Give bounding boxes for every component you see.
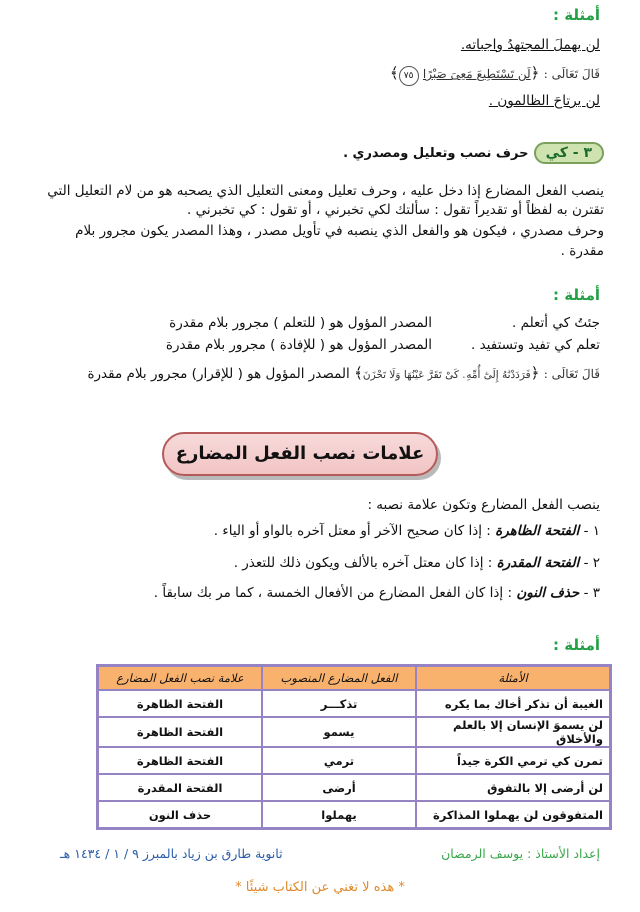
table-cell: حذف النون xyxy=(98,801,263,829)
ayah-number: ٧٥ xyxy=(399,66,419,86)
school-date: ثانوية طارق بن زياد بالمبرز ٩ / ١ / ١٤٣٤ هـ xyxy=(60,846,283,861)
table-row xyxy=(98,774,611,801)
table-header-row xyxy=(98,666,611,691)
footer-note: * هذه لا تغني عن الكتاب شيئًا * xyxy=(235,880,405,895)
table-cell: تمرن كي ترمي الكرة جيداً xyxy=(416,747,611,774)
table-cell: الفتحة الظاهرة xyxy=(98,690,263,717)
section-3-title xyxy=(343,142,604,164)
table-cell: المتفوقون لن يهملوا المذاكرة xyxy=(416,801,611,829)
table-cell: الغيبة أن تذكر أخاك بما يكره xyxy=(416,690,611,717)
table-cell: الفتحة الظاهرة xyxy=(98,717,263,747)
examples-heading-3: أمثلة : xyxy=(553,636,600,654)
example-sentence: لن يهملَ المجتهدُ واجباته. xyxy=(460,37,600,53)
sign-item: ٣ - حذف النون : إذا كان الفعل المضارع من الأفعال الخمسة ، كما مر بك سابقاً . xyxy=(153,585,600,601)
column-header: الفعل المضارع المنصوب xyxy=(262,666,416,691)
table-cell: يهملوا xyxy=(262,801,416,829)
table-cell: تذكـــر xyxy=(262,690,416,717)
example-sentence: تعلم كي تفيد وتستفيد . xyxy=(471,337,600,353)
sign-item: ٢ - الفتحة المقدرة : إذا كان معتل آخره بالألف ويكون ذلك للتعذر . xyxy=(233,555,600,571)
table-cell: ترمي xyxy=(262,747,416,774)
examples-heading-2: أمثلة : xyxy=(553,286,600,304)
example-sentence: جئتُ كي أتعلم . xyxy=(512,315,600,331)
table-cell: أرضى xyxy=(262,774,416,801)
paragraph-line: تقترن به لفظاً أو تقديراً تقول : سألتك لكي تخبرني ، أو تقول : كي تخبرني . xyxy=(187,202,604,218)
paragraph-line: وحرف مصدري ، فيكون هو والفعل الذي ينصبه في تأويل مصدر ، وهذا المصدر يكون مجرور بلام xyxy=(75,223,604,239)
example-note: المصدر المؤول هو ( للتعلم ) مجرور بلام مقدرة xyxy=(169,315,432,331)
section-badge: ٣ - كي xyxy=(534,142,604,164)
example-note: المصدر المؤول هو ( للإفادة ) مجرور بلام مقدرة xyxy=(165,337,432,353)
table-row xyxy=(98,747,611,774)
table-row xyxy=(98,717,611,747)
quran-example: قَالَ تَعَالَى : ﴿فَرَدَدْنَٰهُ إِلَىٰٓ أُمِّهِۦ كَىْ تَقَرَّ عَيْنُهَا وَلَا تَحْزَنَ﴾ المصدر المؤول هو ( للإقرار) مجرور بلام مقدرة xyxy=(87,364,600,382)
table-cell: لن يسموَ الإنسان إلا بالعلم والأخلاق xyxy=(416,717,611,747)
signs-title-banner: علامات نصب الفعل المضارع xyxy=(162,432,438,476)
table-cell: الفتحة المقدرة xyxy=(98,774,263,801)
example-sentence: لن يرتاحَ الظالمون . xyxy=(488,93,600,109)
section-subtitle: حرف نصب وتعليل ومصدري . xyxy=(343,146,529,161)
table-cell: يسمو xyxy=(262,717,416,747)
author-credit: إعداد الأستاذ : يوسف الرمضان xyxy=(441,846,600,861)
signs-intro: ينصب الفعل المضارع وتكون علامة نصبه : xyxy=(367,497,600,513)
sign-item: ١ - الفتحة الظاهرة : إذا كان صحيح الآخر أو معتل آخره بالواو أو الياء . xyxy=(213,523,600,539)
paragraph-line: مقدرة . xyxy=(560,243,604,259)
table-cell: لن أرضى إلا بالتفوق xyxy=(416,774,611,801)
paragraph-line: ينصب الفعل المضارع إذا دخل عليه ، وحرف تعليل ومعنى التعليل الذي يصحبه هو من لام التعليل التي xyxy=(47,183,604,199)
table-cell: الفتحة الظاهرة xyxy=(98,747,263,774)
example-note: المصدر المؤول هو ( للإقرار) مجرور بلام مقدرة xyxy=(87,366,350,382)
column-header: الأمثلة xyxy=(416,666,611,691)
quran-example: قَالَ تَعَالَى : ﴿لَن تَسْتَطِيعَ مَعِىَ صَبْرًا ٧٥﴾ xyxy=(390,64,600,86)
table-row xyxy=(98,690,611,717)
examples-table xyxy=(96,664,612,830)
examples-heading-1: أمثلة : xyxy=(553,6,600,24)
table-row xyxy=(98,801,611,829)
column-header: علامة نصب الفعل المضارع xyxy=(98,666,263,691)
